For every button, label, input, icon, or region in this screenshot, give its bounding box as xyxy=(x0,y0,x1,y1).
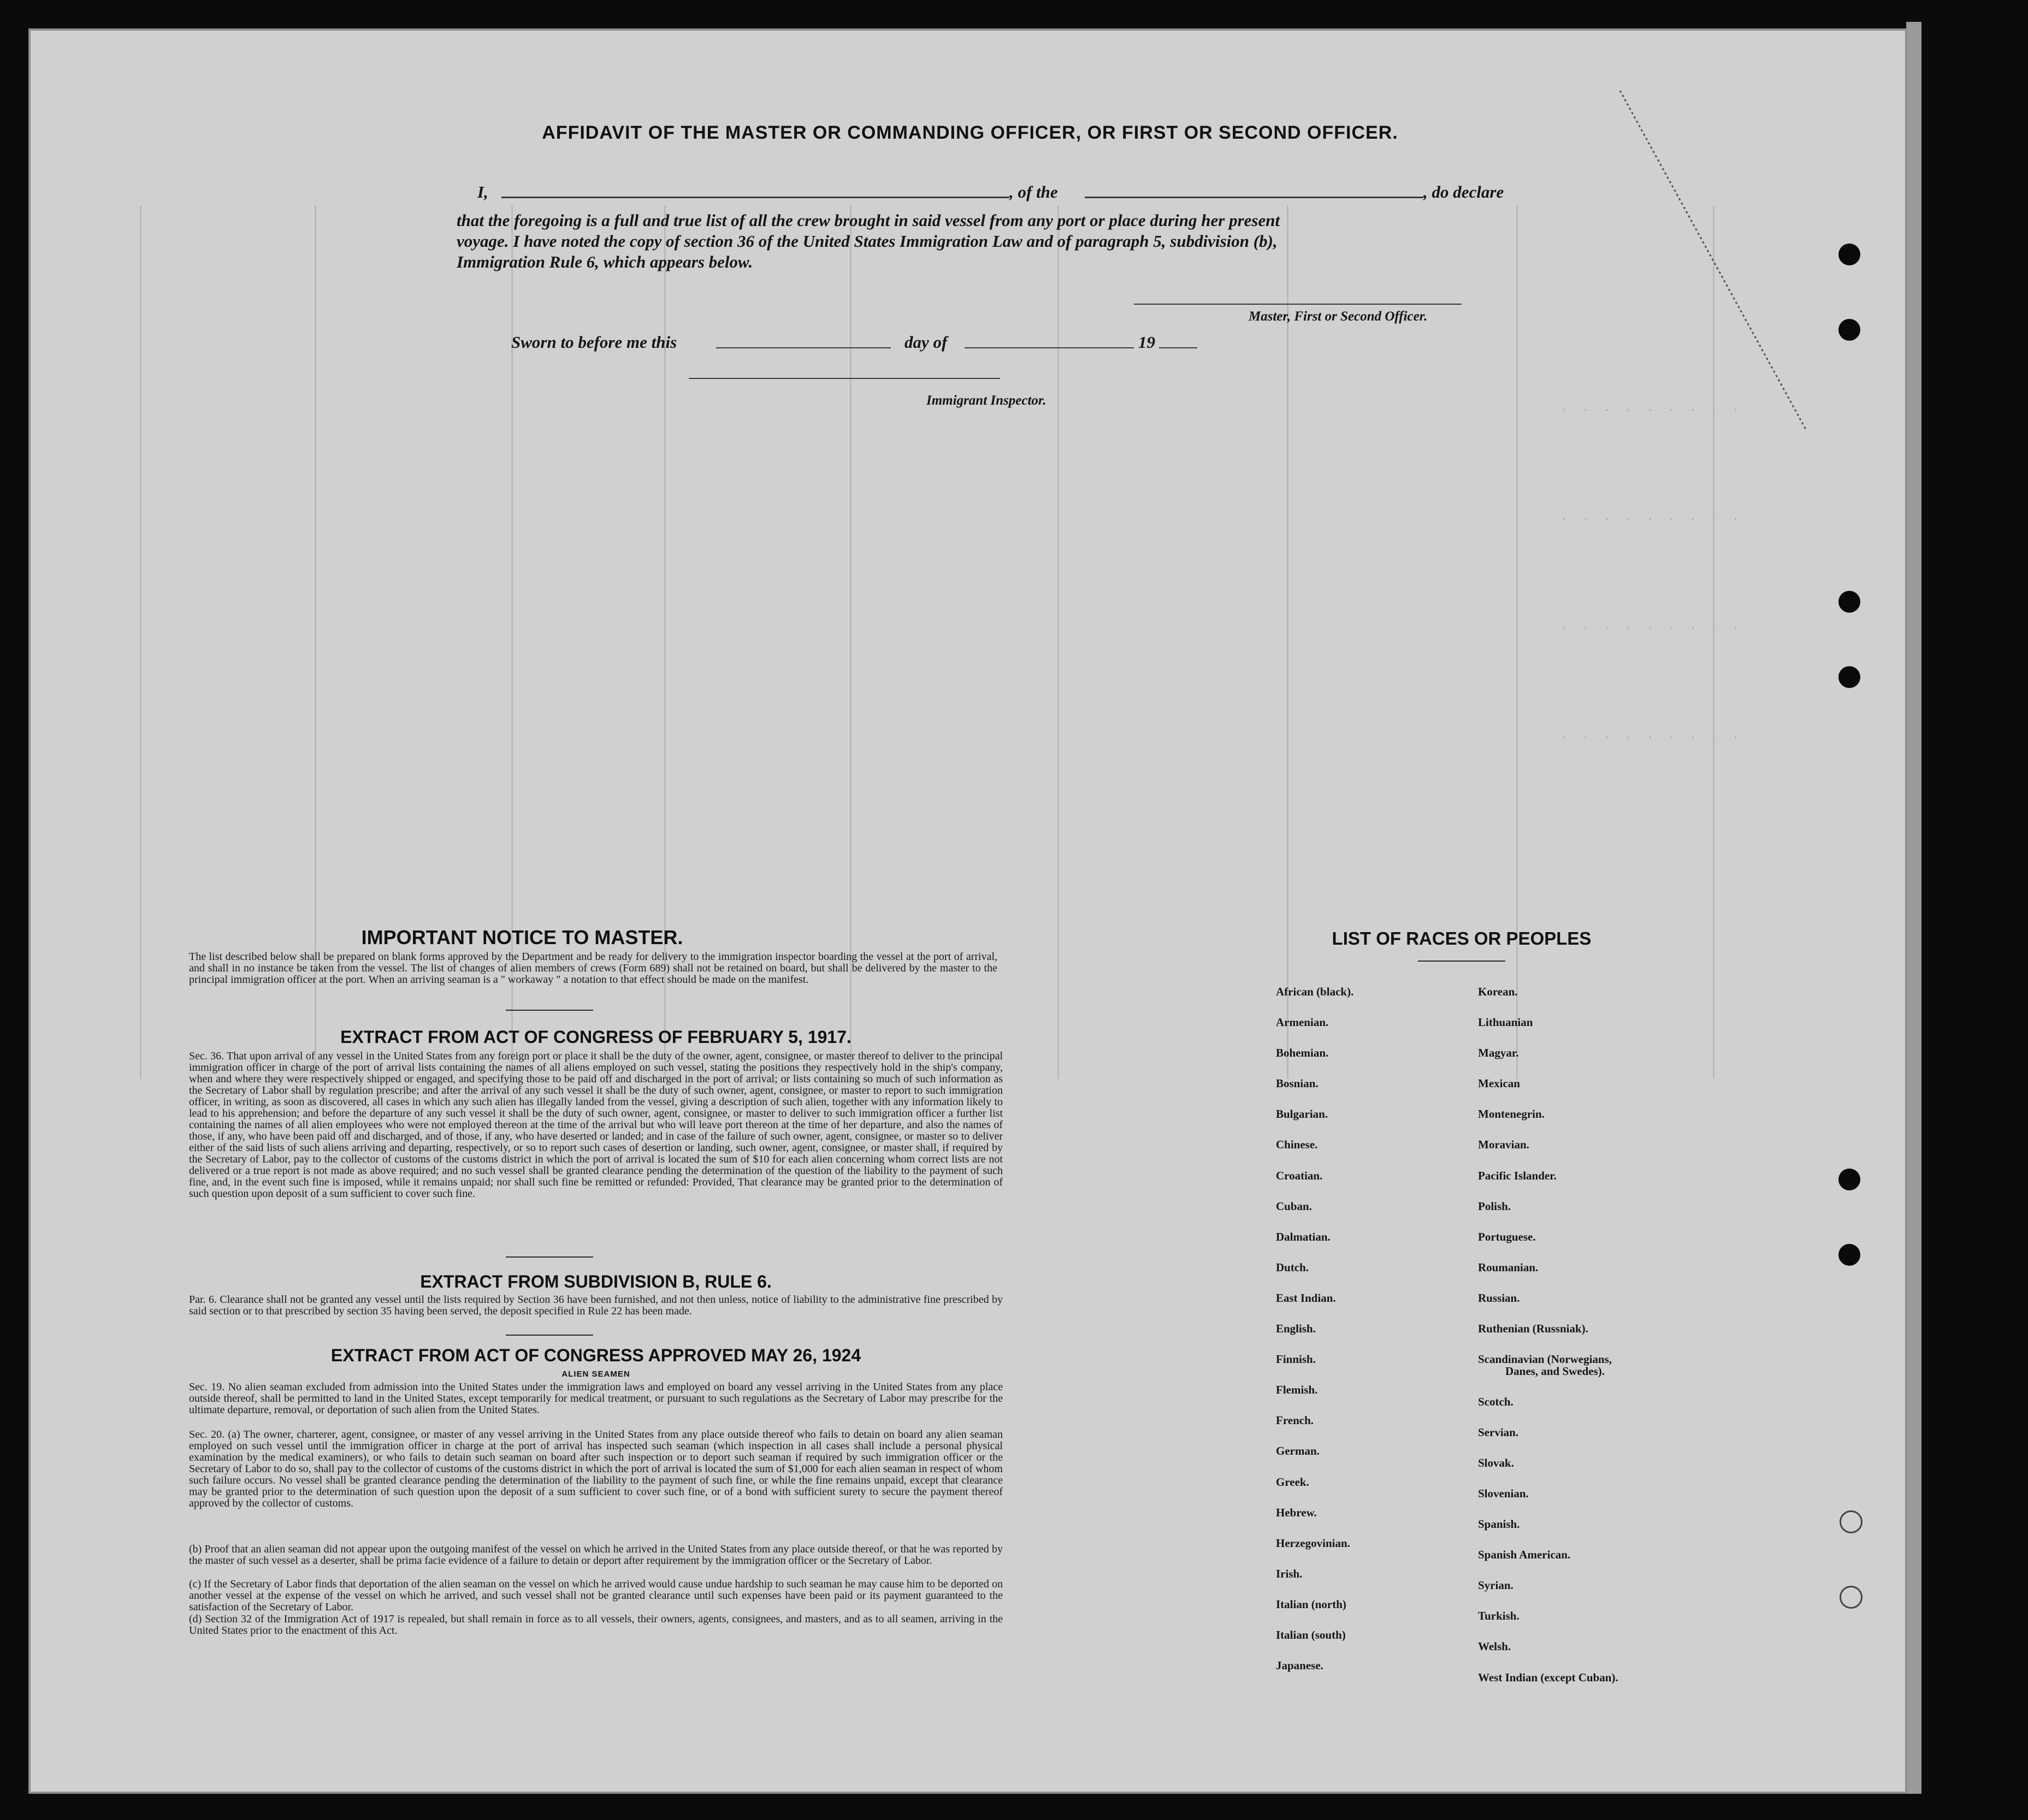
divider xyxy=(506,1010,593,1011)
race-item: Croatian. xyxy=(1276,1169,1323,1182)
race-item: Dalmatian. xyxy=(1276,1230,1331,1243)
race-item: Slovak. xyxy=(1478,1456,1514,1469)
ghost-text: · · · · · · · · · xyxy=(1560,402,1742,418)
crease-mark xyxy=(1587,80,1871,473)
race-item: Mexican xyxy=(1478,1077,1520,1090)
ghost-text: · · · · · · · · · xyxy=(1560,730,1742,746)
race-item: Herzegovinian. xyxy=(1276,1537,1350,1550)
race-item: Magyar. xyxy=(1478,1046,1519,1059)
section-20a-text: Sec. 20. (a) The owner, charterer, agent, consignee, or master of any vessel arriving in the United States from any place outside thereof who fails to detain on board any alien seaman employed on such vessel until the immigration officer in charge at the port of arrival has inspected such seaman (which inspection in all cases shall include a personal physical examination by the medical examiners), or who fails to detain such seaman on board after such inspection or to deport such seaman if required by such immigration officer or the Secretary of Labor to do so, shall pay to the collector of customs of the customs district in which the port of arrival is located the sum of $1,000 for each alien seaman in respect of whom such failure occurs. No vessel shall be granted clearance pending the determination of the liability to the payment of such fine, or while the fine remains unpaid, except that clearance may be granted prior to the determination of such question upon the deposit of a sum sufficient to cover such fine, or of a bond with sufficient surety to secure the payment thereof approved by the collector of customs. xyxy=(189,1428,1003,1509)
year-prefix: 19 xyxy=(1138,333,1155,352)
race-item: Lithuanian xyxy=(1478,1016,1533,1029)
race-item: Finnish. xyxy=(1276,1353,1316,1366)
race-item: Scotch. xyxy=(1478,1395,1513,1408)
officer-signature-blank[interactable] xyxy=(1134,304,1462,305)
day-of-label: day of xyxy=(904,333,948,352)
section-20b-text: (b) Proof that an alien seaman did not appear upon the outgoing manifest of the vessel on which he arrived in the United States from any place outside thereof, or that he was reported by the master of such vessel as a deserter, shall be prima facie evidence of a failure to detain or deport after requirement by the immigration officer or the Secretary of Labor. xyxy=(189,1543,1003,1567)
extract-1917-title: EXTRACT FROM ACT OF CONGRESS OF FEBRUARY 5, 1917. xyxy=(340,1027,852,1047)
inspector-signature-blank[interactable] xyxy=(689,378,1000,379)
affidavit-do-declare: , do declare xyxy=(1423,182,1504,201)
race-item: Bohemian. xyxy=(1276,1046,1329,1059)
page-edge-strip xyxy=(1906,22,1921,1794)
race-item: Roumanian. xyxy=(1478,1261,1539,1274)
sworn-day-blank[interactable] xyxy=(716,347,891,348)
race-item: Chinese. xyxy=(1276,1138,1318,1151)
race-item: Cuban. xyxy=(1276,1200,1312,1213)
race-item: Bulgarian. xyxy=(1276,1107,1328,1121)
race-item: Greek. xyxy=(1276,1475,1309,1489)
race-item: Syrian. xyxy=(1478,1579,1513,1592)
race-item: Russian. xyxy=(1478,1291,1520,1305)
affidavit-title: AFFIDAVIT OF THE MASTER OR COMMANDING OFFICER, OR FIRST OR SECOND OFFICER. xyxy=(542,122,1398,143)
race-item: Scandinavian (Norwegians, xyxy=(1478,1353,1612,1366)
race-item: Pacific Islander. xyxy=(1478,1169,1557,1182)
divider xyxy=(506,1335,593,1336)
ghost-column-line xyxy=(1057,205,1059,1079)
race-item: Dutch. xyxy=(1276,1261,1309,1274)
race-item: Slovenian. xyxy=(1478,1487,1529,1500)
binding-hole xyxy=(1838,1169,1860,1190)
race-item: French. xyxy=(1276,1414,1314,1427)
binding-hole xyxy=(1840,1586,1863,1609)
officer-signature-label: Master, First or Second Officer. xyxy=(1249,309,1428,324)
race-item: Italian (north) xyxy=(1276,1598,1346,1611)
race-item: African (black). xyxy=(1276,985,1354,998)
subdivision-text: Par. 6. Clearance shall not be granted any vessel until the lists required by Section 36 have been furnished, and not then unless, notice of liability to the administrative fine prescribed by said section or to that prescribed by section 35 having been served, the deposit specified in Rule 22 has been made. xyxy=(189,1294,1003,1317)
divider xyxy=(506,1256,593,1258)
inspector-label: Immigrant Inspector. xyxy=(926,393,1046,408)
subdivision-title: EXTRACT FROM SUBDIVISION B, RULE 6. xyxy=(420,1272,772,1291)
affidavit-line-3: Immigration Rule 6, which appears below. xyxy=(457,252,753,271)
notice-title: IMPORTANT NOTICE TO MASTER. xyxy=(361,926,683,948)
race-item: Polish. xyxy=(1478,1200,1511,1213)
race-item: Moravian. xyxy=(1478,1138,1529,1151)
race-item: Servian. xyxy=(1478,1426,1519,1439)
vessel-name-blank[interactable] xyxy=(1085,197,1423,198)
race-item: English. xyxy=(1276,1322,1316,1335)
ghost-column-line xyxy=(140,205,141,1079)
divider xyxy=(1418,961,1505,962)
race-item: Ruthenian (Russniak). xyxy=(1478,1322,1588,1335)
ghost-text: · · · · · · · · · xyxy=(1560,511,1742,527)
extract-1917-text: Sec. 36. That upon arrival of any vessel in the United States from any foreign port or place it shall be the duty of the owner, agent, consignee, or master thereof to deliver to the principal immigration officer in charge of the port of arrival lists containing the names of all aliens employed on such vessel, stating the positions they respectively hold in the ship's company, when and where they were respectively shipped or engaged, and specifying those to be paid off and discharged in the port of arrival; or lists containing so much of such information as the Secretary of Labor shall by regulation prescribe; and after the arrival of any such vessel it shall be the duty of such owner, agent, consignee, or master to report to such immigration officer, in writing, as soon as discovered, all cases in which any such alien has illegally landed from the vessel, giving a description of such alien, together with any information likely to lead to his apprehension; and before the departure of any such vessel it shall be the duty of such owner, agent, consignee, or master to deliver to such immigration officer a further list containing the names of all alien employees who were not employed thereon at the time of the arrival but who will leave port thereon at the time of her departure, and also the names of those, if any, who have been paid off and discharged, and of those, if any, who have deserted or landed; and in case of the failure of such owner, agent, consignee, or master so to deliver either of the said lists of such aliens arriving and departing, respectively, or so to report such cases of desertion or landing, such owner, agent, consignee, or master shall, if required by the Secretary of Labor, pay to the collector of customs of the customs district in which the port of arrival is located the sum of $10 for each alien concerning whom correct lists are not delivered or a true report is not made as above required; and no such vessel shall be granted clearance pending the determination of the question of the liability to the payment of such fine, and, in the event such fine is imposed, while it remains unpaid; nor shall such fine be remitted or refunded: Provided, That clearance may be granted prior to the determination of such question upon deposit of a sum sufficient to cover such fine. xyxy=(189,1050,1003,1200)
race-item: Turkish. xyxy=(1478,1609,1519,1622)
affidavit-line-1: that the foregoing is a full and true list of all the crew brought in said vessel from any port or place during her present xyxy=(457,211,1280,230)
affidavit-i: I, xyxy=(477,182,488,201)
race-item: Danes, and Swedes). xyxy=(1505,1365,1605,1378)
race-item: Italian (south) xyxy=(1276,1628,1346,1641)
race-item: Irish. xyxy=(1276,1567,1303,1580)
extract-1924-title: EXTRACT FROM ACT OF CONGRESS APPROVED MAY 26, 1924 xyxy=(330,1345,861,1365)
affidavit-of-the: , of the xyxy=(1009,182,1058,201)
section-20c-text: (c) If the Secretary of Labor finds that deportation of the alien seaman on the vessel on which he arrived would cause undue hardship to such seaman he may cause him to be deported on another vessel at the expense of the vessel on which he arrived, and such vessel shall not be granted clearance until such expenses have been paid or its payment guaranteed to the satisfaction of the Secretary of Labor. xyxy=(189,1578,1003,1613)
section-19-text: Sec. 19. No alien seaman excluded from admission into the United States under the immigration laws and employed on board any vessel arriving in the United States from any place outside thereof, shall be permitted to land in the United States, except temporarily for medical treatment, or pursuant to such regulations as the Secretary of Labor may prescribe for the ultimate departure, removal, or deportation of such alien from the United States. xyxy=(189,1381,1003,1416)
binding-hole xyxy=(1838,666,1860,688)
sworn-month-blank[interactable] xyxy=(965,347,1134,348)
race-item: Armenian. xyxy=(1276,1016,1329,1029)
race-item: Japanese. xyxy=(1276,1659,1323,1672)
races-title: LIST OF RACES OR PEOPLES xyxy=(1332,928,1592,948)
race-item: Korean. xyxy=(1478,985,1518,998)
race-item: Spanish American. xyxy=(1478,1548,1571,1561)
race-item: Bosnian. xyxy=(1276,1077,1319,1090)
race-item: Portuguese. xyxy=(1478,1230,1536,1243)
ghost-text: · · · · · · · · · xyxy=(1560,620,1742,637)
race-item: Montenegrin. xyxy=(1478,1107,1545,1121)
race-item: West Indian (except Cuban). xyxy=(1478,1671,1618,1684)
binding-hole xyxy=(1840,1510,1863,1533)
section-20d-text: (d) Section 32 of the Immigration Act of 1917 is repealed, but shall remain in force as to all vessels, their owners, agents, consignees, and masters, and as to all seamen, arriving in the United States prior to the enactment of this Act. xyxy=(189,1613,1003,1637)
race-item: German. xyxy=(1276,1444,1320,1457)
ghost-column-line xyxy=(850,205,852,1079)
race-item: Welsh. xyxy=(1478,1640,1511,1653)
sworn-label: Sworn to before me this xyxy=(511,333,677,352)
race-item: East Indian. xyxy=(1276,1291,1336,1305)
binding-hole xyxy=(1838,1244,1860,1266)
master-name-blank[interactable] xyxy=(501,197,1009,198)
binding-hole xyxy=(1838,591,1860,613)
notice-text: The list described below shall be prepared on blank forms approved by the Department and be ready for delivery to the immigration inspector boarding the vessel at the port of arrival, and shall in no instance be taken from the vessel. The list of changes of alien members of crews (Form 689) shall not be retained on board, but shall be delivered by the master to the principal immigration officer at the port. When an arriving seaman is a " workaway " a notation to that effect should be made on the manifest. xyxy=(189,951,997,986)
race-item: Hebrew. xyxy=(1276,1506,1317,1519)
race-item: Flemish. xyxy=(1276,1383,1318,1396)
extract-1924-subtitle: ALIEN SEAMEN xyxy=(561,1370,630,1379)
manifest-sheet xyxy=(28,28,1907,1794)
sworn-year-blank[interactable] xyxy=(1159,347,1197,348)
race-item: Spanish. xyxy=(1478,1517,1520,1531)
affidavit-line-2: voyage. I have noted the copy of section 36 of the United States Immigration Law and of paragraph 5, subdivision (b), xyxy=(457,232,1278,251)
